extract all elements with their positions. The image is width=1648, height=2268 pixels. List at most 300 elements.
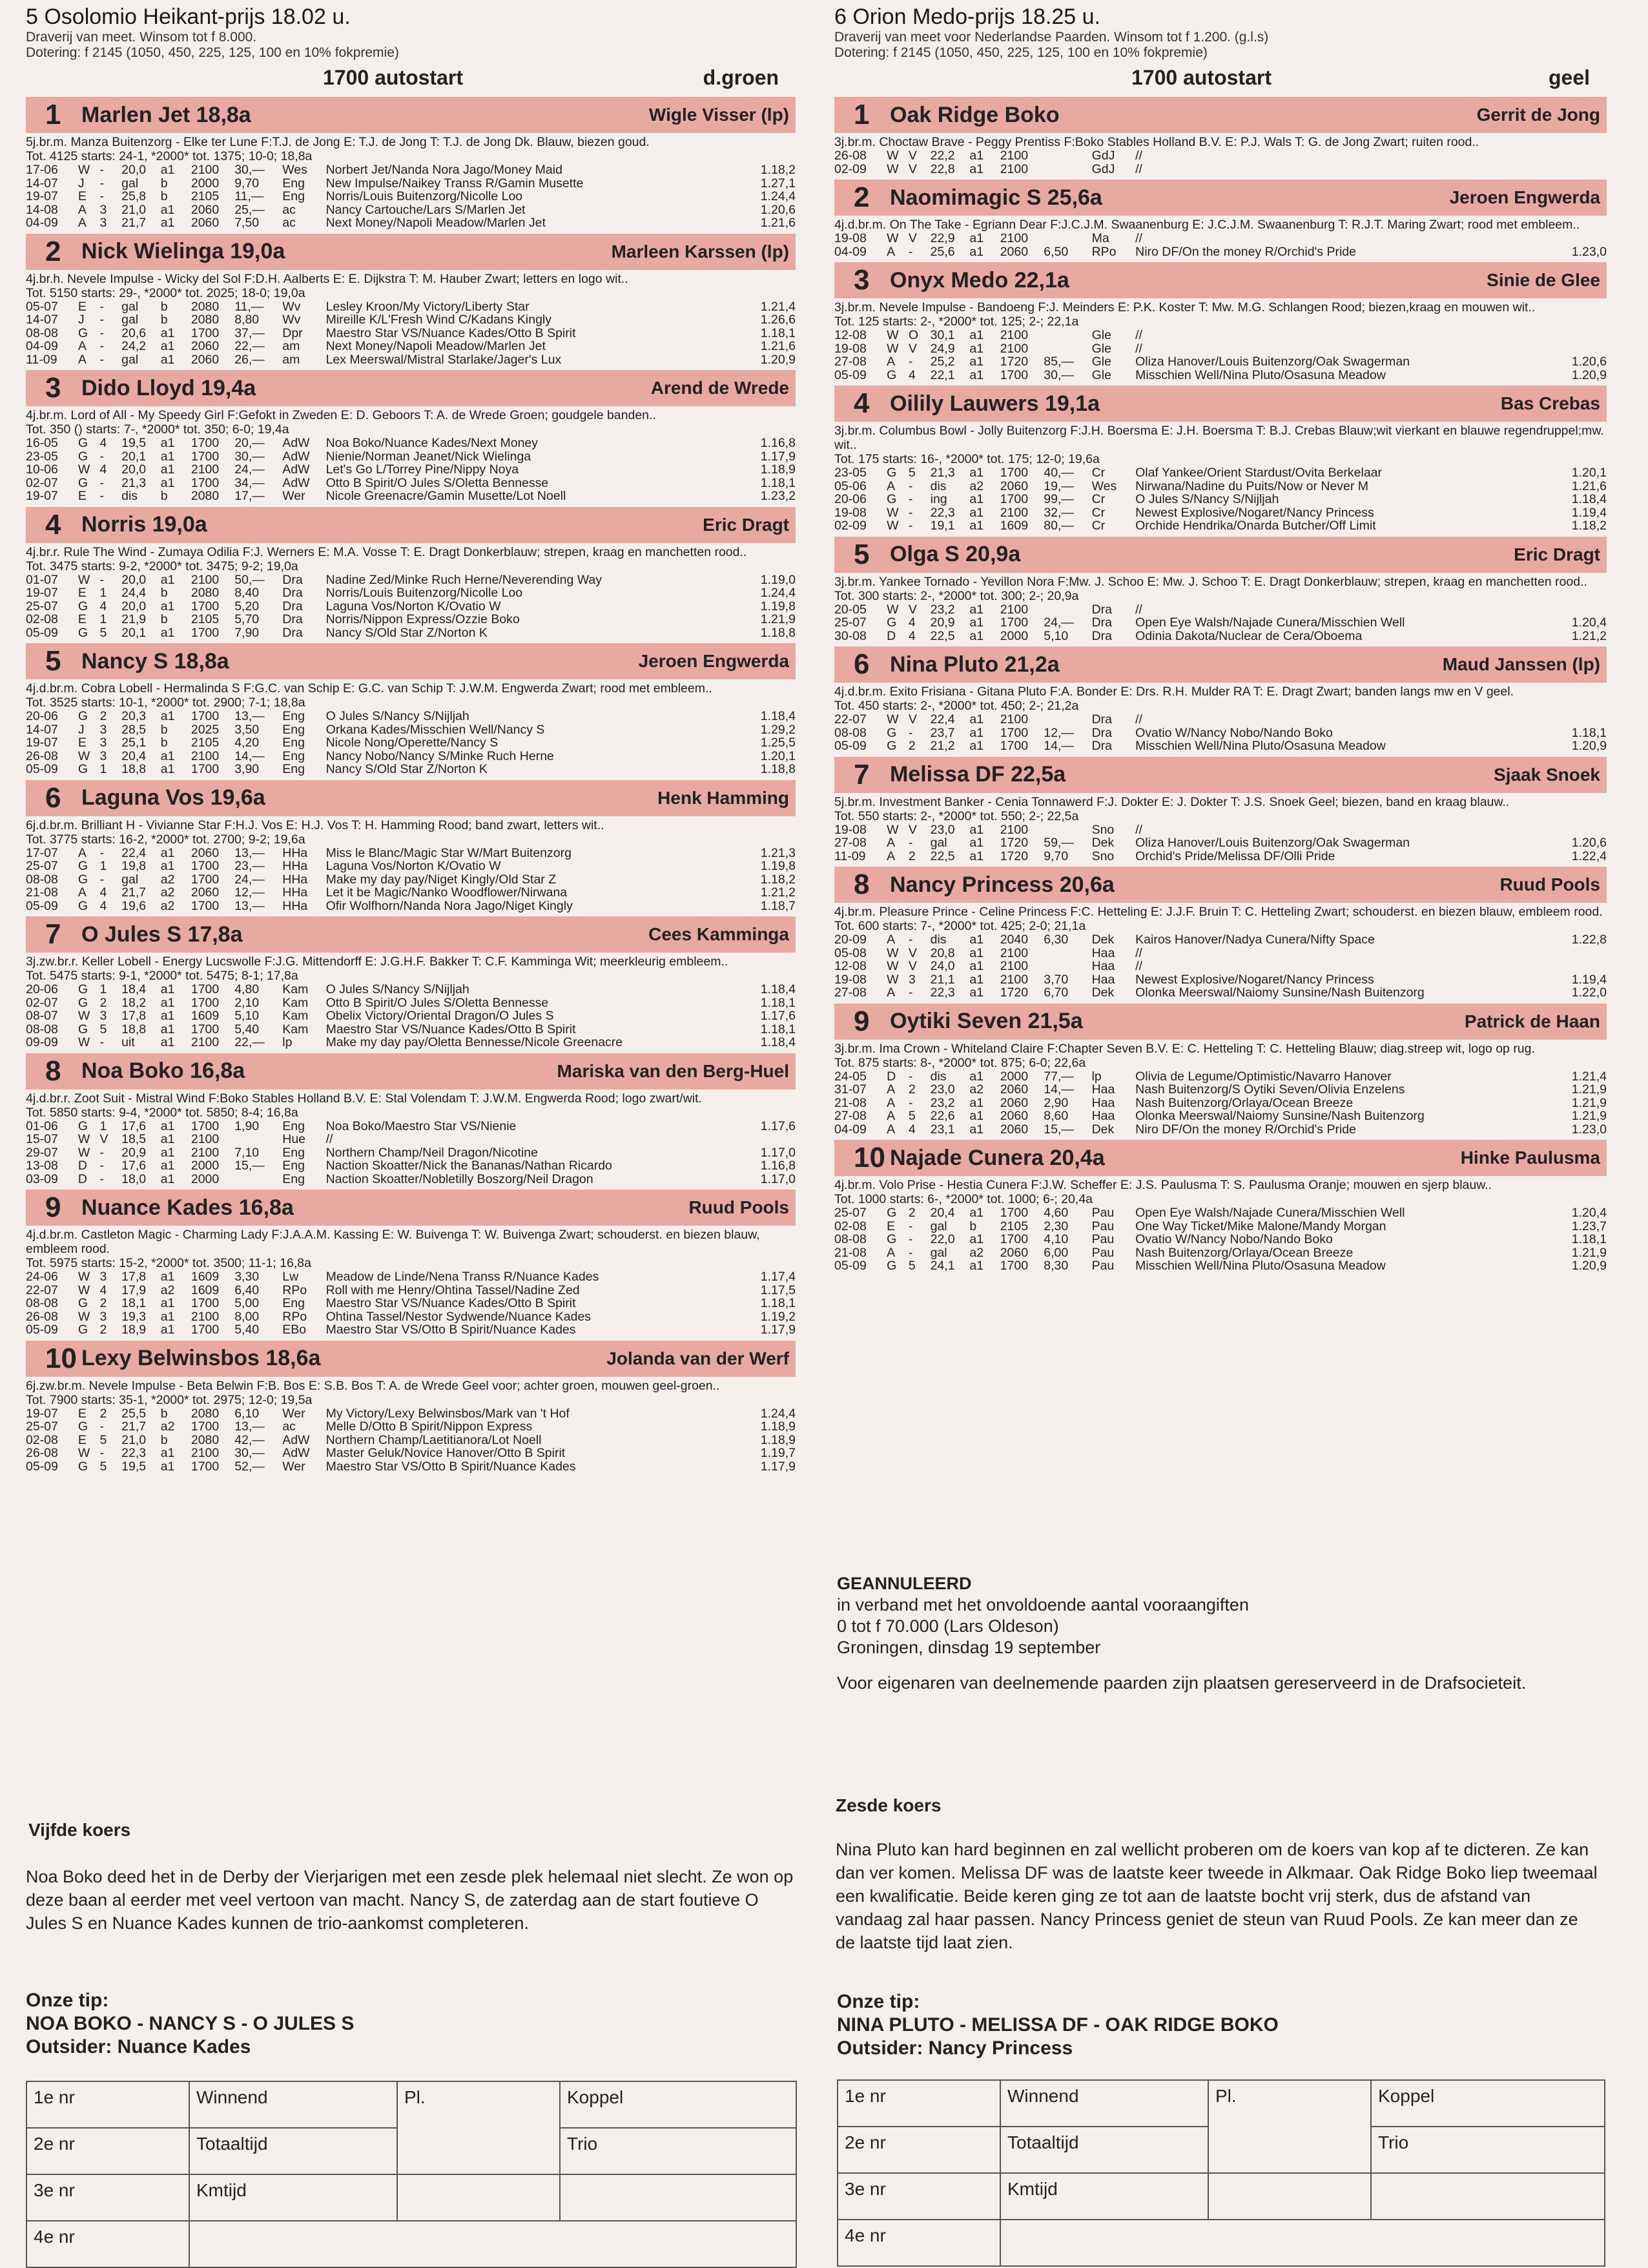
- performance-cell: gal: [121, 300, 139, 313]
- race-color: d.groen: [703, 66, 779, 89]
- performance-cell: Eng: [282, 749, 305, 763]
- performance-cell: 17,6: [121, 1159, 147, 1173]
- performance-cell: Naction Skoatter/Nick the Bananas/Nathan Ricardo: [325, 1159, 612, 1173]
- performance-cell: //: [1135, 960, 1142, 973]
- performance-row: [26, 1159, 796, 1173]
- horse-number: 2: [45, 235, 61, 267]
- performance-cell: -: [99, 872, 104, 886]
- performance-cell: 5,10: [1044, 629, 1069, 643]
- performance-cell: 6,10: [234, 1407, 260, 1420]
- performance-row: [834, 149, 1607, 163]
- performance-cell: b: [160, 1433, 168, 1447]
- performance-cell: -: [908, 245, 913, 258]
- performance-cell: 3: [99, 1310, 107, 1323]
- form-cell[interactable]: 1e nr: [26, 2081, 189, 2128]
- performance-cell: 3: [99, 1270, 107, 1284]
- performance-cell: Let's Go L/Torrey Pine/Nippy Noya: [325, 463, 519, 477]
- performance-cell: -: [99, 490, 104, 503]
- performance-cell: 2025: [191, 723, 220, 736]
- performance-cell: E: [887, 1219, 896, 1233]
- performance-row: [26, 477, 796, 490]
- performance-cell: 08-08: [26, 1022, 58, 1036]
- race-conditions: Draverij van meet voor Nederlandse Paarden. Winsom tot f 1.200. (g.l.s): [834, 30, 1269, 45]
- performance-cell: O Jules S/Nancy S/Nijljah: [325, 983, 469, 996]
- performance-cell: a1: [160, 340, 175, 353]
- performance-cell: 2: [908, 1083, 916, 1097]
- performance-cell: 5,40: [234, 1022, 260, 1036]
- horse-stats: Tot. 350 () starts: 7-, *2000* tot. 350; 6-0; 19,4a: [26, 422, 289, 437]
- performance-cell: 20,1: [121, 626, 147, 639]
- performance-cell: D: [887, 629, 896, 643]
- performance-cell: W: [77, 1036, 90, 1049]
- form-cell[interactable]: 2e nr: [26, 2128, 189, 2174]
- horse-name: Norris 19,0a: [81, 512, 207, 537]
- performance-cell: a1: [160, 763, 175, 776]
- form-cell[interactable]: Totaaltijd: [1000, 2127, 1208, 2173]
- performance-cell: [1044, 342, 1091, 356]
- driver-name: Mariska van den Berg-Huel: [557, 1060, 789, 1081]
- horse-name: Nina Pluto 21,2a: [890, 652, 1060, 677]
- performance-cell: a1: [969, 629, 984, 643]
- performance-cell: -: [99, 190, 104, 203]
- performance-cell: 1.19,8: [760, 860, 796, 873]
- performance-cell: 1.23,2: [760, 490, 796, 503]
- performance-cell: ac: [282, 203, 296, 216]
- performance-cell: A: [887, 479, 896, 493]
- performance-cell: 7,50: [234, 216, 260, 230]
- performance-cell: Nash Buitenzorg/Orlaya/Ocean Breeze: [1135, 1246, 1354, 1259]
- performance-cell: 2100: [1000, 232, 1029, 245]
- performance-cell: 05-09: [26, 626, 58, 639]
- form-cell[interactable]: 1e nr: [838, 2080, 1000, 2127]
- performance-row: [26, 1310, 796, 1324]
- performance-cell: W: [77, 1270, 90, 1284]
- performance-cell: 2060: [191, 353, 220, 366]
- performance-cell: W: [77, 1310, 90, 1323]
- performance-cell: Olaf Yankee/Orient Stardust/Ovita Berkelaar: [1135, 466, 1383, 480]
- horse-number: 8: [854, 869, 870, 900]
- performance-cell: -: [99, 1172, 104, 1186]
- performance-cell: A: [887, 1096, 896, 1109]
- performance-cell: Nash Buitenzorg/Orlaya/Ocean Breeze: [1135, 1096, 1354, 1109]
- horse-name: Olga S 20,9a: [890, 542, 1021, 566]
- past-performance-table: [834, 232, 1607, 258]
- performance-cell: 2060: [191, 846, 220, 860]
- performance-cell: 14,—: [1044, 1083, 1074, 1097]
- performance-cell: Lw: [282, 1270, 299, 1284]
- performance-cell: 24,2: [121, 340, 147, 353]
- performance-cell: 19-07: [26, 586, 58, 600]
- performance-cell: a1: [160, 1459, 175, 1473]
- performance-cell: W: [887, 946, 899, 960]
- performance-cell: 14-07: [26, 723, 58, 736]
- performance-cell: V: [908, 232, 917, 245]
- horse-number: 4: [854, 387, 870, 419]
- performance-row: [26, 723, 796, 737]
- performance-cell: [1044, 823, 1091, 837]
- performance-cell: A: [77, 353, 87, 366]
- performance-cell: -: [99, 313, 104, 327]
- performance-cell: 2: [99, 1407, 107, 1420]
- performance-row: [26, 886, 796, 900]
- performance-cell: 25-07: [26, 860, 58, 873]
- form-cell[interactable]: 4e nr: [26, 2221, 189, 2267]
- performance-cell: HHa: [282, 872, 308, 886]
- performance-cell: [1545, 149, 1607, 163]
- performance-cell: 16-05: [26, 437, 58, 450]
- performance-cell: Eng: [282, 176, 305, 190]
- performance-cell: 2: [99, 996, 107, 1009]
- performance-cell: -: [99, 1146, 104, 1159]
- koers-text: Noa Boko deed het in de Derby der Vierjarigen met een zesde plek helemaal niet slecht. Ze won op deze baan al eerder met veel vertoon van macht. Nancy S, de zaterdag aan de start foutieve O Jules S en Nuance Kades kunnen de trio-aankomst completeren.: [26, 1867, 794, 1933]
- horse-pedigree: 4j.br.m. Pleasure Prince - Celine Princess F:C. Hetteling E: J.J.F. Bruin T: C. Hetteling Zwart; schouderst. en biezen blauw, embleem rood.: [834, 905, 1603, 919]
- performance-cell: a1: [969, 616, 984, 630]
- performance-cell: a1: [160, 203, 175, 216]
- performance-row: [26, 353, 796, 367]
- performance-cell: 25,2: [930, 355, 955, 369]
- horse-pedigree: 6j.d.br.m. Brilliant H - Vivianne Star F:H.J. Vos E: H.J. Vos T: H. Hamming Rood; band zwart, letters wit..: [26, 818, 604, 832]
- performance-cell: 59,—: [1044, 836, 1074, 850]
- performance-cell: a1: [160, 573, 175, 586]
- performance-cell: Noa Boko/Maestro Star VS/Nienie: [325, 1119, 517, 1133]
- horse-entry: [834, 867, 1607, 1000]
- performance-cell: 02-07: [26, 476, 58, 490]
- performance-cell: Make my day pay/Oletta Bennesse/Nicole Greenacre: [325, 1036, 623, 1049]
- performance-cell: Obelix Victory/Oriental Dragon/O Jules S: [325, 1009, 554, 1023]
- performance-cell: 2100: [1000, 973, 1029, 986]
- performance-cell: a1: [160, 1323, 175, 1337]
- performance-cell: Dra: [282, 626, 303, 639]
- performance-cell: 2080: [191, 313, 220, 327]
- performance-cell: 6,00: [1044, 1246, 1069, 1259]
- performance-cell: 1.24,4: [760, 586, 796, 600]
- performance-cell: 4,80: [234, 983, 260, 996]
- performance-cell: 22,6: [930, 1109, 955, 1123]
- performance-cell: Miss le Blanc/Magic Star W/Mart Buitenzorg: [325, 846, 572, 860]
- past-performance-table: [26, 437, 796, 503]
- performance-cell: -: [99, 1420, 104, 1434]
- performance-cell: 19-07: [26, 736, 58, 750]
- performance-cell: A: [887, 355, 896, 369]
- performance-cell: 1.22,4: [1571, 849, 1607, 863]
- performance-cell: G: [77, 1297, 88, 1310]
- performance-cell: 04-09: [26, 340, 58, 353]
- performance-cell: 1.20,1: [760, 749, 796, 763]
- performance-cell: AdW: [282, 1447, 310, 1460]
- form-cell[interactable]: 2e nr: [838, 2127, 1000, 2173]
- performance-row: [26, 1434, 796, 1447]
- horse-header-bar: [834, 757, 1607, 793]
- performance-cell: 24,—: [234, 463, 265, 477]
- horse-entry: [26, 97, 796, 230]
- performance-cell: 5: [99, 1433, 107, 1447]
- form-cell[interactable]: [1371, 2173, 1605, 2220]
- performance-cell: a1: [160, 353, 175, 366]
- performance-cell: 1: [99, 613, 107, 626]
- performance-cell: -: [908, 1233, 913, 1246]
- performance-cell: -: [908, 493, 913, 506]
- performance-row: [26, 1297, 796, 1310]
- performance-cell: a1: [160, 1270, 175, 1284]
- driver-name: Sjaak Snoek: [1494, 764, 1600, 785]
- performance-cell: -: [99, 476, 104, 490]
- performance-cell: My Victory/Lexy Belwinsbos/Mark van 't Hof: [325, 1407, 570, 1420]
- form-cell[interactable]: Koppel: [1371, 2080, 1605, 2127]
- performance-cell: 1.19,8: [760, 599, 796, 613]
- performance-cell: 23,2: [930, 603, 955, 616]
- performance-cell: 3: [99, 723, 107, 736]
- driver-name: Jeroen Engwerda: [1449, 187, 1600, 207]
- performance-cell: 1700: [191, 899, 220, 912]
- performance-cell: 26,—: [234, 353, 265, 366]
- performance-cell: Dek: [1091, 986, 1115, 1000]
- performance-cell: 20,9: [121, 1146, 147, 1159]
- performance-cell: [1044, 232, 1091, 245]
- performance-row: [26, 1023, 796, 1036]
- performance-cell: AdW: [282, 437, 310, 450]
- horse-number: 1: [854, 99, 870, 130]
- performance-cell: 21,0: [121, 203, 147, 216]
- performance-cell: 1,90: [234, 1119, 260, 1133]
- performance-cell: Dek: [1091, 933, 1115, 947]
- performance-row: [834, 739, 1607, 753]
- performance-cell: -: [908, 726, 913, 739]
- performance-cell: O Jules S/Nancy S/Nijljah: [1135, 493, 1279, 506]
- performance-cell: a1: [160, 1172, 175, 1186]
- horse-pedigree: 4j.d.br.m. Castleton Magic - Charming Lady F:J.A.A.M. Kassing E: W. Buivenga T: W. Buivenga Zwart; schouderst. en biezen blauw, embleem rood.: [26, 1228, 760, 1256]
- performance-row: [26, 313, 796, 327]
- performance-row: [834, 369, 1607, 382]
- performance-cell: 1720: [1000, 849, 1029, 863]
- horse-header-bar: [834, 97, 1607, 133]
- performance-cell: G: [77, 1420, 88, 1434]
- performance-cell: -: [908, 836, 913, 850]
- performance-cell: 19,8: [121, 860, 147, 873]
- performance-cell: Wv: [282, 313, 301, 327]
- form-cell[interactable]: Winnend: [189, 2081, 397, 2128]
- performance-row: [834, 1220, 1607, 1233]
- performance-cell: 20,3: [121, 710, 147, 723]
- performance-cell: 02-09: [834, 519, 867, 533]
- performance-cell: Dek: [1091, 836, 1115, 850]
- performance-cell: -: [908, 933, 913, 947]
- performance-cell: Olonka Meerswal/Naiomy Sunsine/Nash Buitenzorg: [1135, 986, 1425, 1000]
- performance-cell: 1: [99, 763, 107, 776]
- performance-cell: 27-08: [834, 836, 867, 850]
- past-performance-table: [26, 300, 796, 367]
- performance-row: [834, 850, 1607, 863]
- performance-cell: a1: [969, 933, 984, 947]
- horse-stats: Tot. 300 starts: 2-, *2000* tot. 300; 2-; 20,9a: [834, 588, 1079, 603]
- form-cell[interactable]: Trio: [1371, 2127, 1605, 2173]
- performance-cell: Dra: [1091, 726, 1112, 739]
- past-performance-table: [834, 603, 1607, 643]
- performance-cell: 20-09: [834, 933, 867, 947]
- performance-cell: 1.18,7: [760, 899, 796, 912]
- performance-cell: Oliza Hanover/Louis Buitenzorg/Oak Swagerman: [1135, 836, 1410, 850]
- performance-cell: 2,90: [1044, 1096, 1069, 1109]
- performance-cell: 21,7: [121, 886, 147, 900]
- performance-cell: a1: [969, 946, 984, 960]
- performance-cell: 11-09: [26, 353, 57, 366]
- performance-cell: Misschien Well/Nina Pluto/Osasuna Meadow: [1135, 739, 1386, 753]
- performance-cell: 1.17,0: [760, 1146, 796, 1159]
- past-performance-table: [26, 573, 796, 640]
- performance-cell: Laguna Vos/Norton K/Ovatio W: [325, 599, 501, 613]
- performance-cell: E: [77, 613, 87, 626]
- driver-name: Sinie de Glee: [1487, 270, 1600, 290]
- performance-cell: 5: [908, 466, 916, 480]
- performance-cell: 4: [99, 463, 107, 477]
- form-cell[interactable]: Koppel: [560, 2081, 796, 2128]
- cancelled-notice: [837, 1573, 1599, 1694]
- driver-name: Henk Hamming: [657, 787, 789, 808]
- performance-cell: V: [908, 713, 917, 727]
- race-column-left: [26, 0, 796, 1477]
- form-cell[interactable]: Kmtijd: [1000, 2173, 1208, 2220]
- performance-row: [26, 626, 796, 640]
- performance-cell: 2100: [191, 463, 220, 477]
- performance-cell: 1.20,6: [760, 203, 796, 216]
- performance-cell: 1700: [1000, 493, 1029, 506]
- form-cell[interactable]: Winnend: [1000, 2080, 1208, 2127]
- performance-cell: 2000: [191, 1172, 220, 1186]
- horse-pedigree: 3j.br.m. Columbus Bowl - Jolly Buitenzorg F:J.H. Boersma E: J.H. Boersma T: B.J. Crebas Blauw;wit vierkant en blauwe regendruppel;mw. wit..: [834, 424, 1604, 452]
- driver-name: Gerrit de Jong: [1476, 105, 1600, 125]
- form-cell[interactable]: Totaaltijd: [189, 2128, 397, 2174]
- performance-cell: 19,1: [930, 519, 955, 533]
- performance-cell: 20,—: [234, 437, 265, 450]
- performance-cell: 04-09: [834, 245, 867, 258]
- performance-cell: 1.21,4: [1571, 1069, 1607, 1083]
- performance-cell: W: [887, 162, 899, 176]
- performance-cell: 2000: [191, 176, 220, 190]
- performance-cell: W: [77, 749, 90, 763]
- performance-cell: am: [282, 340, 300, 353]
- performance-cell: -: [99, 353, 104, 366]
- performance-cell: [1545, 342, 1607, 356]
- performance-row: [834, 947, 1607, 960]
- performance-cell: Nicole Greenacre/Gamin Musette/Lot Noell: [325, 490, 566, 503]
- form-cell[interactable]: Trio: [560, 2128, 796, 2174]
- cancelled-line: in verband met het onvoldoende aantal vooraangiften: [837, 1595, 1249, 1614]
- performance-row: [26, 1323, 796, 1337]
- performance-cell: 1700: [191, 1459, 220, 1473]
- performance-cell: Cr: [1091, 506, 1106, 519]
- performance-cell: Wes: [282, 163, 307, 177]
- performance-row: [26, 163, 796, 177]
- performance-cell: a1: [160, 749, 175, 763]
- performance-cell: 02-08: [834, 1219, 867, 1233]
- performance-cell: 2100: [1000, 603, 1029, 616]
- performance-cell: a1: [969, 493, 984, 506]
- performance-cell: 22,—: [234, 1036, 265, 1049]
- performance-cell: W: [77, 1009, 90, 1023]
- performance-cell: 05-09: [26, 899, 58, 912]
- performance-cell: 14-07: [26, 176, 58, 190]
- form-cell[interactable]: Pl.: [1208, 2080, 1371, 2173]
- performance-cell: 04-09: [834, 1122, 867, 1136]
- performance-cell: 1.18,8: [760, 763, 796, 776]
- form-cell[interactable]: [560, 2174, 796, 2221]
- performance-cell: 30,—: [1044, 368, 1074, 382]
- performance-cell: [735, 1133, 796, 1146]
- form-cell[interactable]: 3e nr: [838, 2173, 1000, 2220]
- form-cell[interactable]: 4e nr: [838, 2220, 1000, 2266]
- performance-cell: b: [969, 1219, 977, 1233]
- performance-cell: 15-07: [26, 1133, 58, 1146]
- form-cell[interactable]: [189, 2221, 796, 2267]
- performance-cell: 08-08: [834, 726, 867, 739]
- performance-cell: 14,—: [234, 749, 265, 763]
- performance-cell: 1.23,0: [1571, 245, 1607, 258]
- performance-cell: a1: [160, 476, 175, 490]
- performance-cell: a1: [160, 216, 175, 230]
- performance-cell: gal: [121, 872, 139, 886]
- performance-cell: 1700: [1000, 466, 1029, 480]
- performance-cell: 13,—: [234, 846, 265, 860]
- performance-row: [834, 329, 1607, 342]
- performance-cell: 2100: [191, 573, 220, 586]
- performance-cell: 1700: [191, 710, 220, 723]
- performance-cell: 23-05: [26, 449, 58, 463]
- performance-cell: a1: [160, 1119, 175, 1133]
- horse-number: 7: [854, 758, 870, 790]
- past-performance-table: [834, 713, 1607, 753]
- performance-row: [834, 960, 1607, 973]
- performance-cell: Dra: [282, 573, 303, 586]
- horse-pedigree: 4j.d.br.m. Exito Frisiana - Gitana Pluto F:A. Bonder E: Drs. R.H. Mulder RA T: E. Dragt Zwart; banden langs mw en V geel.: [834, 685, 1514, 699]
- performance-row: [834, 1123, 1607, 1137]
- performance-cell: 08-08: [26, 326, 58, 340]
- performance-row: [26, 203, 796, 217]
- performance-row: [26, 750, 796, 763]
- driver-name: Ruud Pools: [688, 1197, 789, 1217]
- form-cell[interactable]: Pl.: [397, 2081, 560, 2174]
- horse-name: Oytiki Seven 21,5a: [890, 1009, 1083, 1033]
- performance-cell: 5,10: [234, 1009, 260, 1023]
- performance-cell: 2105: [1000, 1219, 1029, 1233]
- performance-cell: 1.21,6: [760, 216, 796, 230]
- performance-cell: a2: [160, 899, 175, 912]
- form-cell[interactable]: [1000, 2220, 1605, 2266]
- horse-entry: [834, 1140, 1607, 1273]
- performance-cell: 22,0: [930, 1233, 955, 1246]
- performance-cell: 4,10: [1044, 1233, 1069, 1246]
- performance-cell: 4: [908, 368, 916, 382]
- performance-cell: 4: [99, 899, 107, 912]
- performance-cell: 1700: [191, 996, 220, 1009]
- performance-row: [834, 836, 1607, 850]
- performance-row: [26, 463, 796, 477]
- performance-cell: 24,9: [930, 342, 955, 355]
- performance-cell: 2060: [191, 886, 220, 900]
- performance-cell: 1.18,1: [760, 476, 796, 490]
- performance-cell: 24,1: [930, 1259, 955, 1273]
- performance-cell: 30,1: [930, 329, 955, 342]
- driver-name: Wigle Visser (lp): [648, 105, 789, 125]
- horse-pedigree: 6j.zw.br.m. Nevele Impulse - Beta Belwin F:B. Bos E: S.B. Bos T: A. de Wrede Geel voor; achter groen, mouwen geel-groen..: [26, 1378, 720, 1393]
- performance-cell: 1.21,9: [1571, 1096, 1607, 1109]
- performance-cell: 19-07: [26, 490, 58, 503]
- tip-block: [26, 1989, 788, 2059]
- performance-cell: 12,—: [1044, 726, 1074, 739]
- performance-cell: 2105: [191, 613, 220, 626]
- form-cell[interactable]: Kmtijd: [189, 2174, 397, 2221]
- horse-entry: [26, 916, 796, 1049]
- form-cell[interactable]: 3e nr: [26, 2174, 189, 2221]
- performance-cell: b: [160, 300, 168, 313]
